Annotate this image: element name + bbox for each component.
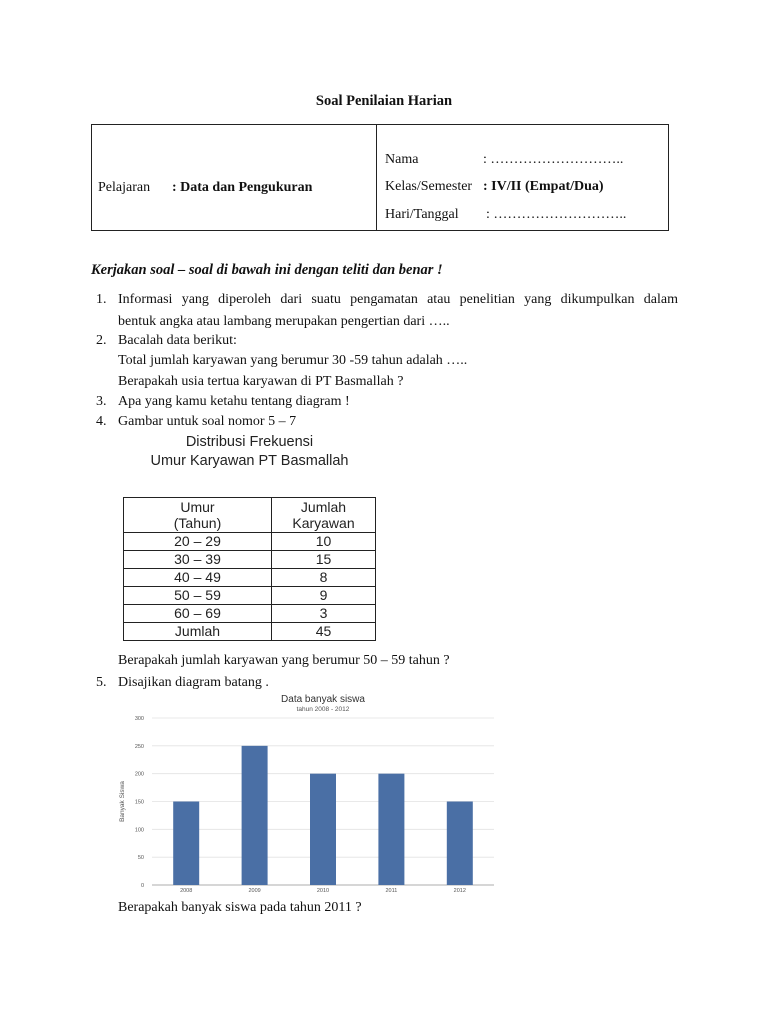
chart-y-axis-label: Banyak Siswa [119, 781, 126, 822]
umur-cell: 40 – 49 [124, 569, 272, 587]
freq-header-umur-line-1: Umur [180, 499, 215, 515]
table-row [124, 551, 376, 569]
frequency-table [123, 497, 376, 641]
page-title: Soal Penilaian Harian [315, 93, 453, 109]
bar-chart [112, 690, 502, 895]
umur-cell: 60 – 69 [124, 605, 272, 623]
nama-label: Nama [385, 152, 419, 167]
question-5-line-1: Disajikan diagram batang . [118, 675, 269, 690]
question-1-line-2: bentuk angka atau lambang merupakan pengertian dari ….. [118, 314, 450, 329]
question-2-number: 2. [96, 333, 107, 348]
jumlah-cell: 3 [272, 605, 376, 623]
chart-x-tick-label: 2009 [248, 888, 261, 894]
jumlah-cell: 15 [272, 551, 376, 569]
nama-value: : ……………………….. [483, 152, 624, 167]
chart-x-tick-label: 2011 [385, 888, 398, 894]
header-divider [376, 125, 377, 230]
pelajaran-value: : Data dan Pengukuran [172, 180, 313, 195]
question-1-number: 1. [96, 292, 107, 307]
chart-y-tick-label: 0 [140, 883, 144, 889]
chart-title: Data banyak siswa [281, 694, 365, 705]
question-2-line-3: Berapakah usia tertua karyawan di PT Basmallah ? [118, 374, 404, 389]
chart-bar-2011 [378, 774, 404, 885]
pelajaran-label: Pelajaran [98, 180, 151, 195]
table-row [124, 587, 376, 605]
chart-y-tick-label: 250 [134, 743, 144, 750]
instruction: Kerjakan soal – soal di bawah ini dengan teliti dan benar ! [91, 262, 443, 278]
question-3-line-1: Apa yang kamu ketahu tentang diagram ! [118, 394, 350, 409]
question-4-line-1: Gambar untuk soal nomor 5 – 7 [118, 414, 297, 429]
question-4-number: 4. [96, 414, 107, 429]
kelas-label: Kelas/Semester [385, 179, 473, 194]
chart-bar-2012 [447, 802, 473, 886]
umur-cell: 20 – 29 [124, 533, 272, 551]
hari-value: : ……………………….. [486, 207, 627, 222]
question-4-followup: Berapakah jumlah karyawan yang berumur 50 – 59 tahun ? [118, 653, 450, 668]
hari-label: Hari/Tanggal [385, 207, 459, 222]
jumlah-cell: 9 [272, 587, 376, 605]
header-table [91, 124, 669, 231]
chart-y-tick-label: 50 [137, 855, 144, 862]
umur-cell: Jumlah [124, 623, 272, 641]
question-2-line-1: Bacalah data berikut: [118, 333, 237, 348]
table-row [124, 533, 376, 551]
jumlah-cell: 10 [272, 533, 376, 551]
table-row-total [124, 623, 376, 641]
chart-y-tick-label: 200 [134, 771, 144, 778]
freq-header-umur [124, 498, 272, 533]
freq-table-header [124, 498, 376, 533]
question-5-number: 5. [96, 675, 107, 690]
umur-cell: 30 – 39 [124, 551, 272, 569]
jumlah-cell: 8 [272, 569, 376, 587]
freq-header-umur-line-2: (Tahun) [173, 515, 222, 531]
chart-bar-2010 [310, 774, 336, 885]
chart-x-tick-label: 2012 [453, 888, 466, 894]
chart-bar-2008 [173, 802, 199, 886]
kelas-value: : IV/II (Empat/Dua) [483, 179, 604, 194]
chart-x-tick-label: 2008 [180, 888, 193, 894]
umur-cell: 50 – 59 [124, 587, 272, 605]
freq-table-title-1: Distribusi Frekuensi [185, 434, 314, 450]
chart-y-tick-label: 100 [134, 827, 144, 834]
chart-y-tick-label: 150 [134, 799, 144, 806]
freq-header-jumlah-line-2: Karyawan [292, 515, 355, 531]
chart-bar-2009 [242, 746, 268, 885]
freq-header-jumlah-line-1: Jumlah [300, 499, 347, 515]
question-3-number: 3. [96, 394, 107, 409]
chart-y-tick-label: 300 [134, 716, 144, 722]
question-2-line-2: Total jumlah karyawan yang berumur 30 -59 tahun adalah ….. [118, 353, 468, 368]
freq-header-jumlah [272, 498, 376, 533]
question-5-followup: Berapakah banyak siswa pada tahun 2011 ? [118, 900, 362, 915]
chart-subtitle: tahun 2008 - 2012 [296, 706, 350, 713]
table-row [124, 605, 376, 623]
table-row [124, 569, 376, 587]
jumlah-cell: 45 [272, 623, 376, 641]
freq-table-title-2: Umur Karyawan PT Basmallah [150, 453, 349, 469]
chart-x-tick-label: 2010 [316, 888, 330, 894]
question-1-line-1: Informasi yang diperoleh dari suatu pengamatan atau penelitian yang dikumpulkan dalam [118, 292, 678, 307]
